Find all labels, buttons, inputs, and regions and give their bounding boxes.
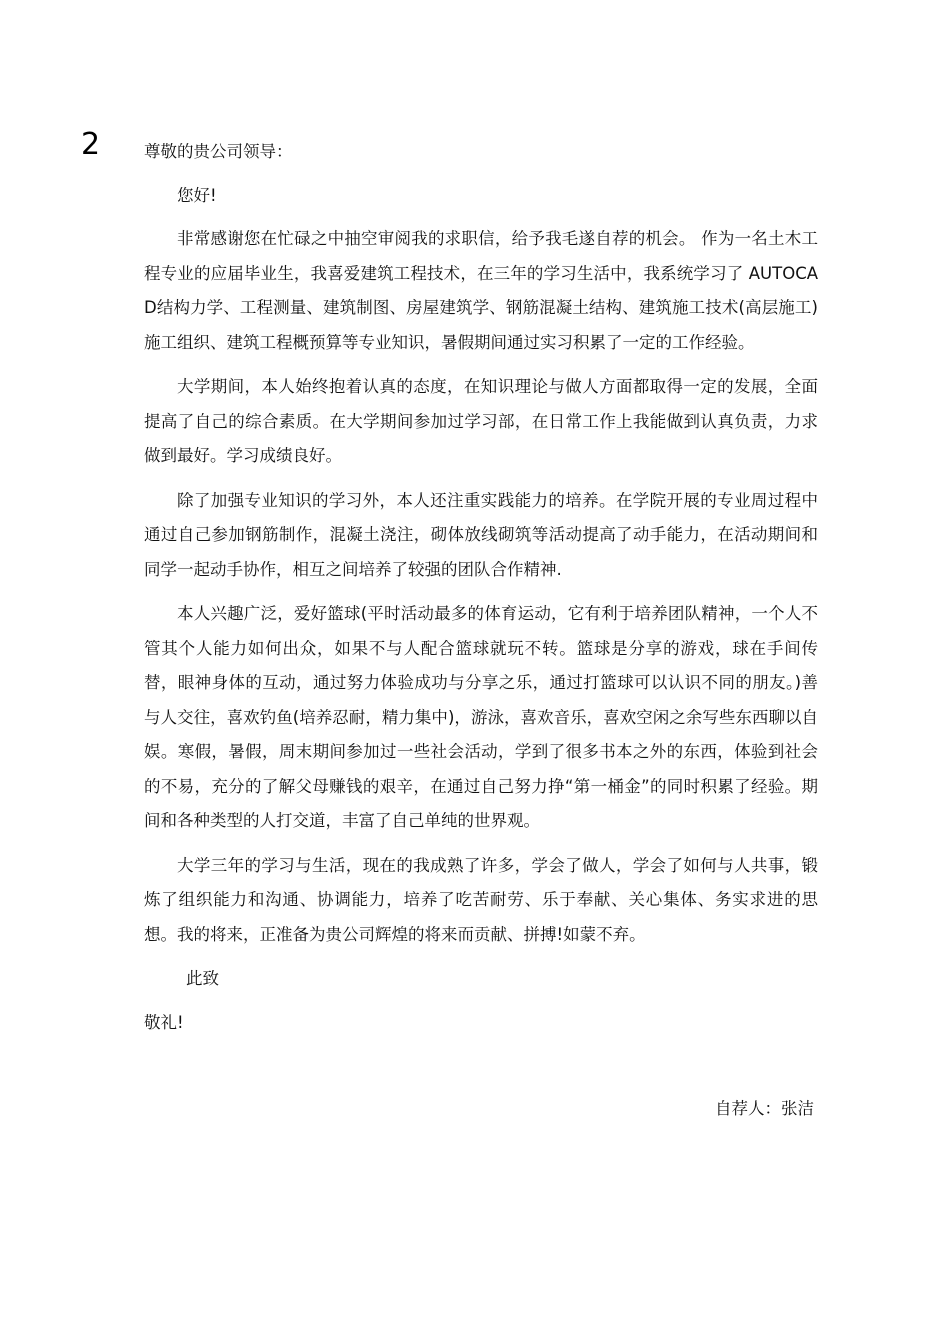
letter-paragraph-intro: 非常感谢您在忙碌之中抽空审阅我的求职信，给予我毛遂自荐的机会。 作为一名土木工程专业的应届毕业生，我喜爱建筑工程技术，在三年的学习生活中，我系统学习了 AUTOCAD结构力学、工程测量、建筑制图、房屋建筑学、钢筋混凝土结构、建筑施工技术(高层施工) 施工组织、建筑工程概预算等专业知识，暑假期间通过实习积累了一定的工作经验。 (144, 229, 818, 352)
letter-greeting: 您好! (177, 185, 217, 205)
letter-signature: 自荐人：张洁 (715, 1099, 814, 1118)
letter-paragraph-university: 大学期间，本人始终抱着认真的态度，在知识理论与做人方面都取得一定的发展，全面提高了自己的综合素质。在大学期间参加过学习部，在日常工作上我能做到认真负责，力求做到最好。学习成绩良好。 (144, 377, 818, 465)
letter-paragraph-practice: 除了加强专业知识的学习外，本人还注重实践能力的培养。在学院开展的专业周过程中通过自己参加钢筋制作，混凝土浇注，砌体放线砌筑等活动提高了动手能力，在活动期间和同学一起动手协作，相互之间培养了较强的团队合作精神. (144, 490, 818, 579)
letter-paragraph-summary: 大学三年的学习与生活，现在的我成熟了许多，学会了做人，学会了如何与人共事，锻炼了组织能力和沟通、协调能力，培养了吃苦耐劳、乐于奉献、关心集体、务实求进的思想。我的将来，正准备为贵公司辉煌的将来而贡献、拼搏!如蒙不弃。 (144, 855, 818, 944)
letter-closing-jingli: 敬礼! (144, 1012, 184, 1032)
page-number: 2 (81, 127, 101, 162)
letter-salutation: 尊敬的贵公司领导： (144, 142, 293, 161)
letter-closing-cizhi: 此致 (186, 969, 219, 988)
letter-paragraph-interests: 本人兴趣广泛，爱好篮球(平时活动最多的体育运动，它有利于培养团队精神，一个人不管其个人能力如何出众，如果不与人配合篮球就玩不转。篮球是分享的游戏，球在手间传替，眼神身体的互动，通过努力体验成功与分享之乐，通过打篮球可以认识不同的朋友。)善与人交往，喜欢钓鱼(培养忍耐，精力集中)，游泳，喜欢音乐，喜欢空闲之余写些东西聊以自娱。寒假，暑假，周末期间参加过一些社会活动，学到了很多书本之外的东西，体验到社会的不易，充分的了解父母赚钱的艰辛，在通过自己努力挣“第一桶金”的同时积累了经验。期间和各种类型的人打交道，丰富了自己单纯的世界观。 (144, 604, 818, 830)
cover-letter-body (144, 135, 818, 1040)
